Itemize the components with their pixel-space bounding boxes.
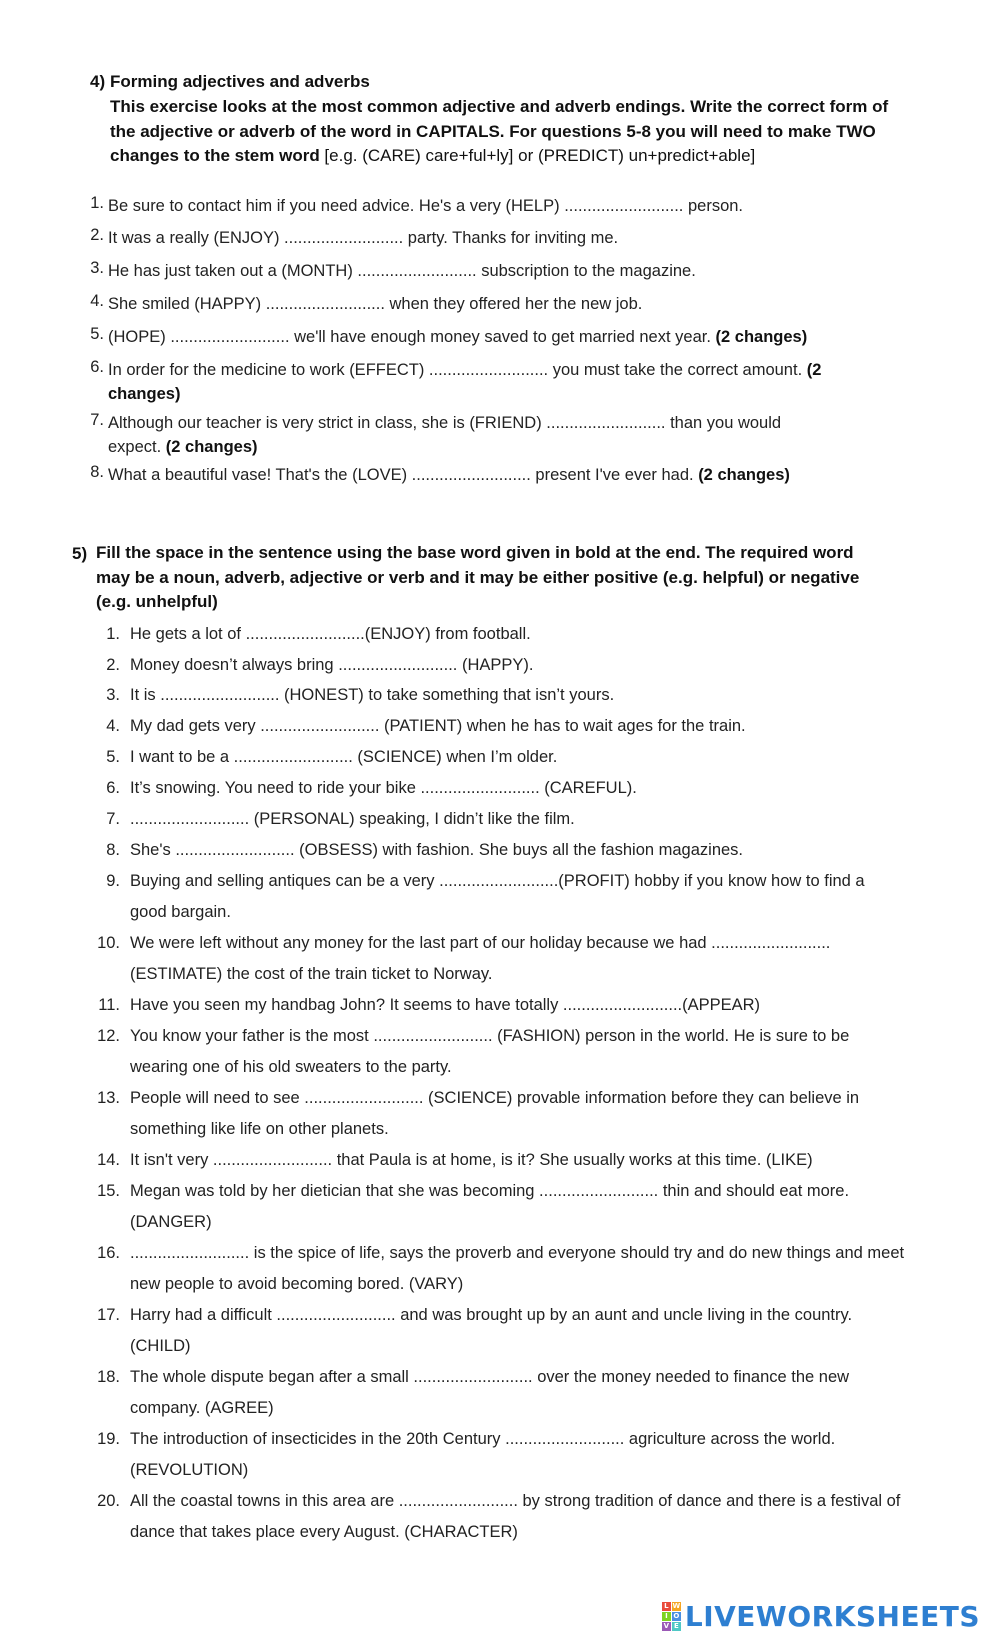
question-text: It isn't very .......................... that Paula is at home, is it? She usually works at this time. (LIKE) — [130, 1151, 813, 1169]
question-sentence: She smiled (HAPPY) .......................... when they offered her the new job. — [108, 295, 643, 313]
question-number: 8. — [90, 463, 104, 481]
question-sentence: In order for the medicine to work (EFFECT) .......................... you must take the correct amount. — [108, 361, 807, 379]
question-text: Have you seen my handbag John? It seems to have totally ..........................(APPEAR) — [130, 996, 761, 1014]
question-text: .......................... (PERSONAL) speaking, I didn’t like the film. — [130, 810, 575, 828]
question-text: I want to be a .......................... (SCIENCE) when I’m older. — [130, 748, 558, 766]
question-number: 3. — [90, 259, 104, 277]
question-text: It’s snowing. You need to ride your bike .......................... (CAREFUL). — [130, 779, 637, 797]
question-sentence: (HOPE) .......................... we'll have enough money saved to get married next year. — [108, 328, 716, 346]
logo-tile: O — [673, 1611, 680, 1620]
question-number: 6. — [106, 779, 120, 797]
liveworksheets-logo — [662, 1600, 980, 1632]
question-text — [108, 194, 888, 218]
logo-tile: L — [662, 1602, 671, 1611]
question-number: 4. — [90, 292, 104, 310]
section-5-heading: Fill the space in the sentence using the base word given in bold at the end. The required word may be a noun, adverb, adjective or verb and it may be either positive (e.g. helpful) or negative (e.g. unhelpful) — [96, 543, 860, 611]
question-text — [108, 411, 788, 459]
question-number: 20. — [97, 1492, 120, 1510]
logo-tile: W — [672, 1601, 681, 1610]
question-number: 19. — [97, 1430, 120, 1448]
question-text: It is .......................... (HONEST) to take something that isn’t yours. — [130, 686, 615, 704]
question-number: 1. — [106, 625, 120, 643]
question-number: 12. — [97, 1027, 120, 1045]
question-text — [108, 259, 888, 283]
question-number: 5. — [90, 325, 104, 343]
section-4-instructions-bold: This exercise looks at the most common adjective and adverb endings. Write the correct form of the adjective or adverb of the word in CAPITALS. For questions 5-8 you will need to make TWO changes to the stem word — [110, 97, 889, 165]
question-number: 7. — [106, 810, 120, 828]
question-number: 7. — [90, 411, 104, 429]
question-text: People will need to see .......................... (SCIENCE) provable information before they can believe in something like life on other planets. — [130, 1089, 860, 1138]
section-4-instructions — [110, 95, 910, 169]
question-number: 14. — [97, 1151, 120, 1169]
question-text: She's .......................... (OBSESS) with fashion. She buys all the fashion magazines. — [130, 841, 744, 859]
section-4-instructions-example: [e.g. (CARE) care+ful+ly] or (PREDICT) un+predict+able] — [319, 146, 756, 165]
question-sentence: He has just taken out a (MONTH) .......................... subscription to the magazine. — [108, 262, 696, 280]
question-sentence: What a beautiful vase! That's the (LOVE) .......................... present I've ever had. — [108, 466, 699, 484]
question-number: 17. — [97, 1306, 120, 1324]
question-text: .......................... is the spice of life, says the proverb and everyone should try and do new things and meet new people to avoid becoming bored. (VARY) — [130, 1244, 905, 1293]
question-number: 2. — [90, 226, 104, 244]
question-number: 8. — [106, 841, 120, 859]
question-text: All the coastal towns in this area are .......................... by strong tradition of dance and there is a festival of dance that takes place every August. (CHARACTER) — [130, 1492, 901, 1541]
logo-tile: I — [662, 1612, 671, 1621]
question-text — [108, 292, 888, 316]
section-4-heading: Forming adjectives and adverbs — [110, 72, 370, 91]
question-text: He gets a lot of ..........................(ENJOY) from football. — [130, 625, 531, 643]
section-5-number: 5) — [72, 544, 88, 563]
question-text: You know your father is the most .......................... (FASHION) person in the world. He is sure to be wearing one of his old sweaters to the party. — [130, 1027, 850, 1076]
logo-mark-icon — [662, 1602, 681, 1631]
question-sentence: Although our teacher is very strict in class, she is (FRIEND) .......................... than you would expect. — [108, 414, 782, 456]
question-number: 1. — [90, 194, 104, 212]
question-number: 3. — [106, 686, 120, 704]
question-text: The whole dispute began after a small .......................... over the money needed to finance the new company. (AGREE) — [130, 1368, 850, 1417]
question-number: 5. — [106, 748, 120, 766]
brand-name: LIVEWORKSHEETS — [684, 1599, 980, 1633]
question-number: 15. — [97, 1182, 120, 1200]
question-text: Money doesn’t always bring .......................... (HAPPY). — [130, 656, 534, 674]
question-text — [108, 463, 888, 487]
question-number: 16. — [97, 1244, 120, 1262]
question-text — [108, 325, 888, 349]
question-sentence: Be sure to contact him if you need advice. He's a very (HELP) .......................... person. — [108, 197, 744, 215]
question-text: The introduction of insecticides in the 20th Century .......................... agriculture across the world. (REVOLUTION) — [130, 1430, 836, 1479]
question-note: (2 changes) — [108, 361, 822, 403]
logo-tile: V — [663, 1621, 670, 1630]
question-note: (2 changes) — [165, 438, 258, 456]
question-number: 13. — [97, 1089, 120, 1107]
question-text: Buying and selling antiques can be a very ..........................(PROFIT) hobby if you know how to find a good bargain. — [130, 872, 865, 921]
logo-tile: E — [672, 1622, 681, 1631]
question-note: (2 changes) — [698, 466, 790, 484]
question-number: 4. — [106, 717, 120, 735]
question-text: We were left without any money for the last part of our holiday because we had .......................... (ESTIMATE) the cost of the train ticket to Norway. — [130, 934, 831, 983]
question-text: Harry had a difficult .......................... and was brought up by an aunt and uncle living in the country. (CHILD) — [130, 1306, 853, 1355]
question-text: Megan was told by her dietician that she was becoming .......................... thin and should eat more. (DANGER) — [130, 1182, 850, 1231]
question-text — [108, 358, 868, 406]
section-4-number: 4) — [90, 72, 106, 91]
question-text — [108, 226, 888, 250]
question-sentence: It was a really (ENJOY) .......................... party. Thanks for inviting me. — [108, 229, 619, 247]
question-number: 11. — [98, 996, 120, 1014]
question-number: 18. — [97, 1368, 120, 1386]
question-note: (2 changes) — [715, 328, 808, 346]
question-number: 6. — [90, 358, 104, 376]
question-text: My dad gets very .......................... (PATIENT) when he has to wait ages for the train. — [130, 717, 746, 735]
question-number: 10. — [97, 934, 120, 952]
question-number: 2. — [106, 656, 120, 674]
question-number: 9. — [106, 872, 120, 890]
